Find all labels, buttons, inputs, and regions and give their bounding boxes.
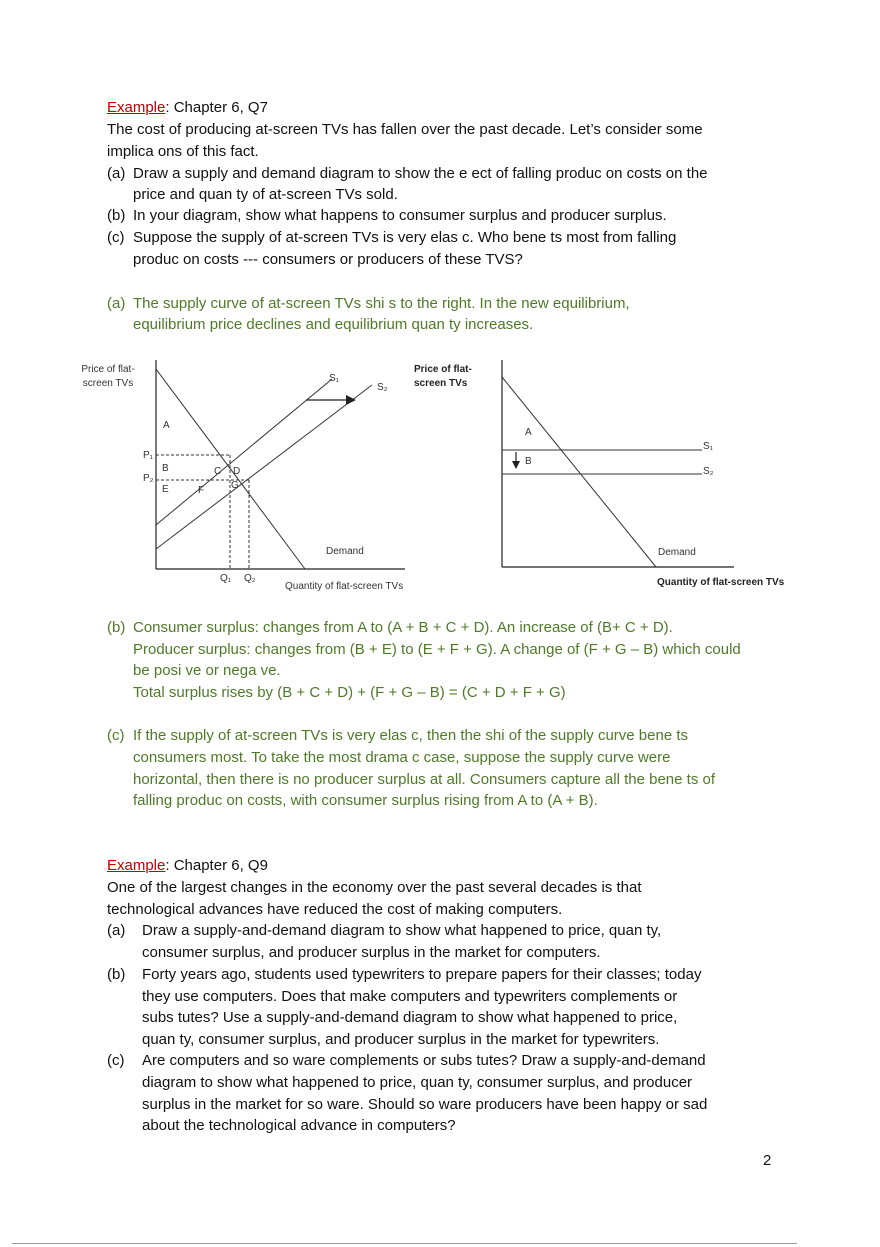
answer-line: Total surplus rises by (B + C + D) + (F + G – B) = (C + D + F + G) (133, 684, 566, 701)
question-line: diagram to show what happened to price, quan ty, consumer surplus, and producer (142, 1074, 693, 1091)
answer-mark: (c) (107, 727, 125, 744)
region-g-label: G (231, 480, 239, 491)
question-line: price and quan ty of at-screen TVs sold. (133, 186, 398, 203)
region-b-label: B (525, 456, 532, 467)
supply-demand-diagram-horizontal-supply (410, 355, 800, 595)
s1-label: S₁ (329, 373, 340, 384)
question-line: In your diagram, show what happens to consumer surplus and producer surplus. (133, 207, 667, 224)
question-mark: (b) (107, 207, 126, 224)
question-line: they use computers. Does that make computers and typewriters complements or (142, 988, 678, 1005)
answer-line: If the supply of at-screen TVs is very elas c, then the shi of the supply curve bene ts (133, 727, 689, 744)
supply-curve-s1 (156, 379, 332, 525)
example-chapter: : Chapter 6, Q7 (165, 99, 268, 116)
y-axis-label: Price of flat- (414, 364, 472, 375)
question-mark: (b) (107, 966, 126, 983)
question-mark: (c) (107, 229, 125, 246)
supply-curve-s2 (156, 385, 372, 549)
shift-down-arrow-head (512, 461, 520, 469)
y-axis-label: Price of flat- (81, 364, 135, 375)
q2-label: Q₂ (244, 573, 256, 584)
region-c-label: C (214, 466, 222, 477)
demand-label: Demand (658, 547, 696, 558)
shift-arrow-head (346, 395, 356, 405)
s2-label: S₂ (703, 466, 714, 477)
question-line: Are computers and so ware complements or subs tutes? Draw a supply-and-demand (142, 1052, 706, 1069)
example-label: Example (107, 857, 166, 874)
x-axis-label: Quantity of flat-screen TVs (657, 577, 785, 588)
p1-label: P₁ (143, 450, 154, 461)
s1-label: S₁ (703, 441, 714, 452)
question-line: Draw a supply-and-demand diagram to show what happened to price, quan ty, (142, 922, 662, 939)
intro-line: One of the largest changes in the economy over the past several decades is that (107, 879, 642, 896)
demand-curve (156, 369, 305, 569)
answer-line: be posi ve or nega ve. (133, 662, 281, 679)
supply-demand-diagram-shift (70, 355, 410, 595)
example-label: Example (107, 99, 166, 116)
region-d-label: D (233, 466, 241, 477)
answer-line: Consumer surplus: changes from A to (A + B + C + D). An increase of (B+ C + D). (133, 619, 673, 636)
answer-mark: (a) (107, 295, 126, 312)
region-f-label: F (198, 485, 205, 496)
question-line: produc on costs --- consumers or producers of these TVS? (133, 251, 523, 268)
region-a-label: A (525, 427, 532, 438)
region-e-label: E (162, 484, 169, 495)
example-chapter: : Chapter 6, Q9 (165, 857, 268, 874)
question-line: subs tutes? Use a supply-and-demand diagram to show what happened to price, (142, 1009, 678, 1026)
question-line: surplus in the market for so ware. Should so ware producers have been happy or sad (142, 1096, 708, 1113)
example-heading-q9 (107, 855, 268, 876)
intro-line: The cost of producing at-screen TVs has fallen over the past decade. Let’s consider some (107, 121, 703, 138)
answer-line: Producer surplus: changes from (B + E) to (E + F + G). A change of (F + G – B) which could (133, 641, 741, 658)
p2-label: P₂ (143, 473, 154, 484)
demand-label: Demand (326, 546, 364, 557)
question-line: consumer surplus, and producer surplus in the market for computers. (142, 944, 601, 961)
question-line: Forty years ago, students used typewriters to prepare papers for their classes; today (142, 966, 702, 983)
question-line: Suppose the supply of at-screen TVs is very elas c. Who bene ts most from falling (133, 229, 677, 246)
page-number: 2 (763, 1152, 772, 1169)
question-mark: (a) (107, 165, 126, 182)
demand-curve (502, 377, 656, 567)
intro-line: technological advances have reduced the cost of making computers. (107, 901, 563, 918)
example-heading-q7 (107, 97, 268, 118)
answer-line: falling produc on costs, with consumer surplus rising from A to (A + B). (133, 792, 598, 809)
intro-line: implica ons of this fact. (107, 143, 259, 160)
s2-label: S₂ (377, 382, 388, 393)
answer-line: The supply curve of at-screen TVs shi s to the right. In the new equilibrium, (133, 295, 630, 312)
question-line: quan ty, consumer surplus, and producer surplus in the market for typewriters. (142, 1031, 660, 1048)
q1-label: Q₁ (220, 573, 232, 584)
answer-mark: (b) (107, 619, 126, 636)
answer-line: equilibrium price declines and equilibrium quan ty increases. (133, 316, 534, 333)
region-a-label: A (163, 420, 170, 431)
answer-line: consumers most. To take the most drama c case, suppose the supply curve were (133, 749, 671, 766)
answer-line: horizontal, then there is no producer surplus at all. Consumers capture all the bene ts of (133, 771, 715, 788)
region-b-label: B (162, 463, 169, 474)
question-mark: (a) (107, 922, 126, 939)
x-axis-label: Quantity of flat-screen TVs (285, 581, 404, 592)
y-axis-label: screen TVs (82, 378, 134, 389)
question-mark: (c) (107, 1052, 125, 1069)
y-axis-label: screen TVs (414, 378, 468, 389)
footer-divider (12, 1243, 797, 1244)
question-line: Draw a supply and demand diagram to show the e ect of falling produc on costs on the (133, 165, 708, 182)
question-line: about the technological advance in computers? (142, 1117, 456, 1134)
